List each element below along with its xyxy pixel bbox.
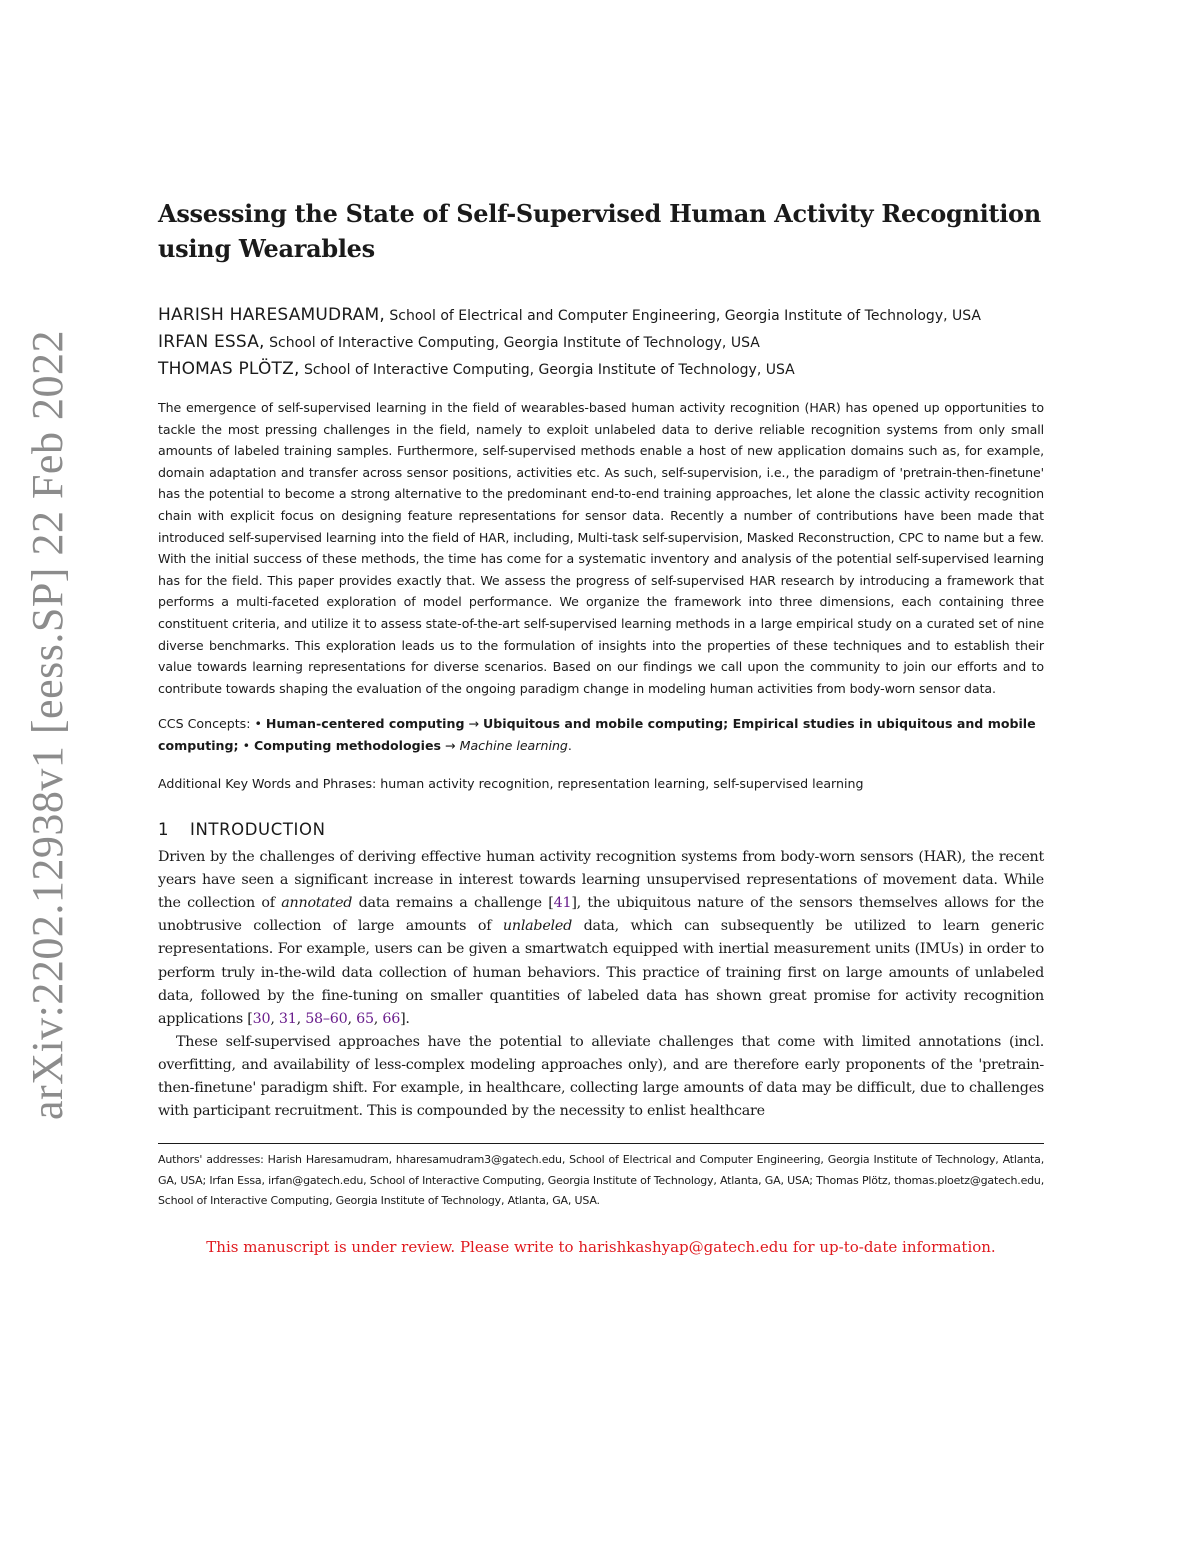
text-run: ]. bbox=[400, 1010, 410, 1027]
citation-link[interactable]: 41 bbox=[553, 895, 572, 912]
citation-link[interactable]: 31 bbox=[278, 1010, 297, 1027]
author-name: HARISH HARESAMUDRAM, bbox=[158, 305, 385, 325]
emphasis: unlabeled bbox=[502, 918, 572, 935]
text-run: ], the ubiquitous nature of the sensors themselves allows for the unobtrusive collection of large amounts of bbox=[158, 895, 1044, 935]
text-run: data, which can subsequently be utilized to learn generic representations. For example, users can be given a smartwatch equipped with inertial measurement units (IMUs) in order to perform truly in-the-wild data collection of human behaviors. This practice of training first on large amounts of unlabeled data, followed by the fine-tuning on smaller quantities of labeled data has shown great promise for activity recognition applications [ bbox=[158, 918, 1044, 1027]
text-run: Driven by the challenges of deriving effective human activity recognition systems from body-worn sensors (HAR), the recent years have seen a significant increase in interest towards learning unsupervised representations of movement data. While the collection of bbox=[158, 849, 1044, 912]
section-title: INTRODUCTION bbox=[190, 820, 326, 840]
citation-link[interactable]: 65 bbox=[356, 1010, 374, 1027]
ccs-concept: Computing methodologies bbox=[254, 737, 442, 753]
ccs-concept: Machine learning bbox=[459, 737, 568, 753]
ccs-concept: Ubiquitous and mobile computing; Empirical studies in ubiquitous and mobile computing; bbox=[158, 716, 1036, 753]
ccs-concept: Human-centered computing bbox=[265, 716, 465, 732]
emphasis: annotated bbox=[281, 895, 353, 912]
section-number: 1 bbox=[158, 820, 170, 840]
author-list bbox=[158, 302, 1044, 383]
author-name: THOMAS PLÖTZ, bbox=[158, 359, 300, 379]
abstract: The emergence of self-supervised learning in the field of wearables-based human activity recognition (HAR) has opened up opportunities to tackle the most pressing challenges in the field, namely to exploit unlabeled data to derive reliable recognition systems from only small amounts of labeled training samples. Furthermore, self-supervised methods enable a host of new application domains such as, for example, domain adaptation and transfer across sensor positions, activities etc. As such, self-supervision, i.e., the paradigm of 'pretrain-then-finetune' has the potential to become a strong alternative to the predominant end-to-end training approaches, let alone the classic activity recognition chain with explicit focus on designing feature representations for sensor data. Recently a number of contributions have been made that introduced self-supervised learning into the field of HAR, including, Multi-task self-supervision, Masked Reconstruction, CPC to name but a few. With the initial success of these methods, the time has come for a systematic inventory and analysis of the potential self-supervised learning has for the field. This paper provides exactly that. We assess the progress of self-supervised HAR research by introducing a framework that performs a multi-faceted exploration of model performance. We organize the framework into three dimensions, each containing three constituent criteria, and utilize it to assess state-of-the-art self-supervised learning methods in a large empirical study on a curated set of nine diverse benchmarks. This exploration leads us to the formulation of insights into the properties of these techniques and to establish their value towards learning representations for diverse scenarios. Based on our findings we call upon the community to join our efforts and to contribute towards shaping the evaluation of the ongoing paradigm change in modeling human activities from body-worn sensor data. bbox=[158, 400, 1044, 696]
author-addresses-footnote: Authors' addresses: Harish Haresamudram, hharesamudram3@gatech.edu, School of Electrical and Computer Engineering, Georgia Institute of Technology, Atlanta, GA, USA; Irfan Essa, irfan@gatech.edu, School of Interactive Computing, Georgia Institute of Technology, Atlanta, GA, USA; Thomas Plötz, thomas.ploetz@gatech.edu, School of Interactive Computing, Georgia Institute of Technology, Atlanta, GA, USA. bbox=[158, 1153, 1044, 1208]
author-affiliation: School of Interactive Computing, Georgia Institute of Technology, USA bbox=[299, 362, 795, 378]
keywords: Additional Key Words and Phrases: human activity recognition, representation learning, self-supervised learning bbox=[158, 775, 864, 791]
author-affiliation: School of Electrical and Computer Engineering, Georgia Institute of Technology, USA bbox=[384, 308, 981, 324]
ccs-arrow: → bbox=[464, 716, 484, 732]
ccs-arrow: → bbox=[441, 737, 460, 753]
citation-link[interactable]: 58–60 bbox=[305, 1010, 348, 1027]
review-notice: This manuscript is under review. Please write to harishkashyap@gatech.edu for up-to-date information. bbox=[206, 1237, 996, 1256]
ccs-end: . bbox=[567, 737, 572, 753]
intro-paragraph-1: Driven by the challenges of deriving effective human activity recognition systems from body-worn sensors (HAR), the recent years have seen a significant increase in interest towards learning unsupervised representations of movement data. While the collection of annotated data remains a challenge [41], the ubiquitous nature of the sensors themselves allows for the unobtrusive collection of large amounts of unlabeled data, which can subsequently be utilized to learn generic representations. For example, users can be given a smartwatch equipped with inertial measurement units (IMUs) in order to perform truly in-the-wild data collection of human behaviors. This practice of training first on large amounts of unlabeled data, followed by the fine-tuning on smaller quantities of labeled data has shown great promise for activity recognition applications [30, 31, 58–60, 65, 66]. bbox=[158, 849, 1044, 1027]
ccs-concepts bbox=[158, 713, 1044, 756]
ccs-separator: • bbox=[238, 737, 255, 753]
paper-page bbox=[158, 196, 1044, 1256]
author-entry bbox=[158, 356, 1044, 383]
author-affiliation: School of Interactive Computing, Georgia Institute of Technology, USA bbox=[264, 335, 760, 351]
paper-title: Assessing the State of Self-Supervised Human Activity Recognition using Wearables bbox=[158, 199, 1041, 263]
text-run: data remains a challenge [ bbox=[352, 895, 554, 912]
section-heading bbox=[158, 818, 1044, 842]
citation-link[interactable]: 30 bbox=[252, 1010, 271, 1027]
author-entry bbox=[158, 329, 1044, 356]
arxiv-identifier-stamp: arXiv:2202.12938v1 [eess.SP] 22 Feb 2022 bbox=[23, 330, 72, 1120]
footnote-divider bbox=[158, 1143, 1044, 1144]
ccs-label: CCS Concepts: • bbox=[158, 716, 266, 732]
author-entry bbox=[158, 302, 1044, 329]
author-name: IRFAN ESSA, bbox=[158, 332, 265, 352]
intro-paragraph-2: These self-supervised approaches have the potential to alleviate challenges that come with limited annotations (incl. overfitting, and availability of less-complex modeling approaches only), and are therefore early proponents of the 'pretrain-then-finetune' paradigm shift. For example, in healthcare, collecting large amounts of data may be difficult, due to challenges with participant recruitment. This is compounded by the necessity to enlist healthcare bbox=[158, 1033, 1044, 1120]
citation-link[interactable]: 66 bbox=[382, 1010, 401, 1027]
